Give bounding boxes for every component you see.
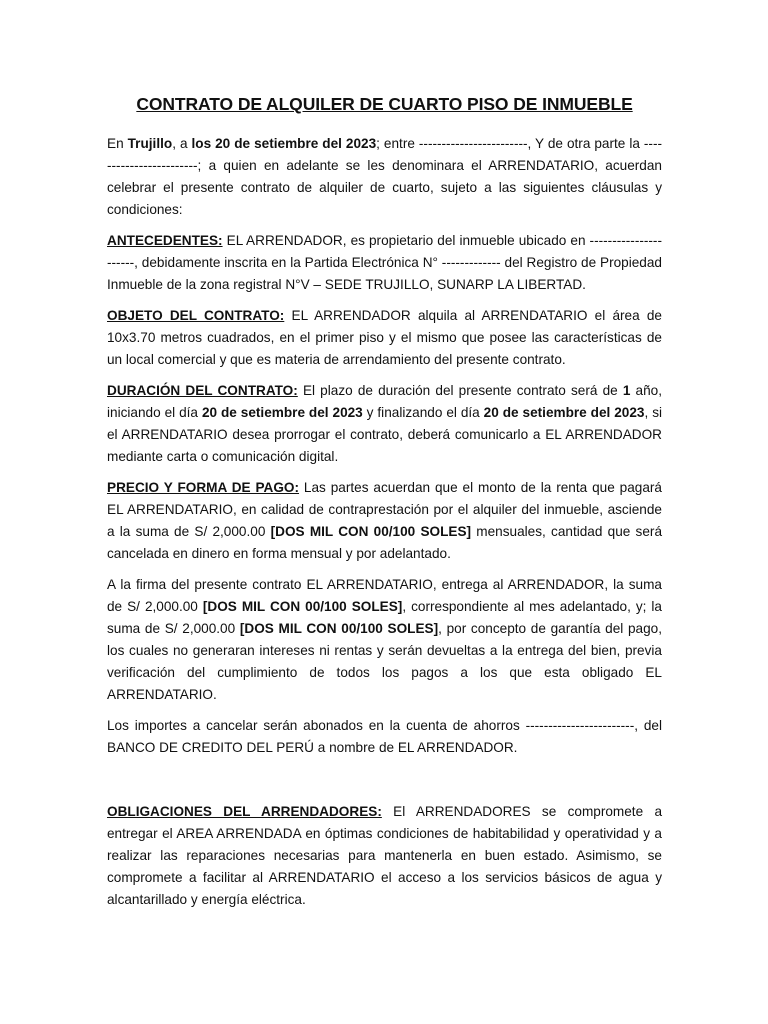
antecedentes-paragraph	[107, 230, 662, 296]
intro-text-3: ; entre ------------------------, Y de otra parte la ------------------------; a quien en adelante se les denominara el ARRENDATARIO, acuerdan celebrar el presente contrato de alquiler de cuarto, sujeto a las siguientes cláusulas y condiciones:	[107, 136, 663, 217]
precio-text-1: Las partes acuerdan que el monto de la renta que pagará EL ARRENDATARIO, en calidad de contraprestación por el alquiler del inmueble, asciende a la suma de S/ 2,000.00	[107, 480, 662, 539]
importes-text: Los importes a cancelar serán abonados en la cuenta de ahorros ------------------------, del BANCO DE CREDITO DEL PERÚ a nombre de EL ARRENDADOR.	[107, 718, 662, 755]
precio-text-2: mensuales, cantidad que será cancelada en dinero en forma mensual y por adelantado.	[107, 524, 662, 561]
objeto-heading: OBJETO DEL CONTRATO:	[107, 308, 285, 323]
firma-amount-words-2: [DOS MIL CON 00/100 SOLES]	[239, 621, 439, 636]
objeto-paragraph	[107, 305, 662, 371]
duracion-end-date: 20 de setiembre del 2023	[483, 405, 645, 420]
importes-paragraph	[107, 715, 662, 759]
intro-date: los 20 de setiembre del 2023	[191, 136, 377, 151]
duracion-text-3: y finalizando el día	[362, 405, 484, 420]
obligaciones-paragraph	[107, 801, 662, 911]
firma-text-3: , por concepto de garantía del pago, los cuales no generaran intereses ni rentas y serán devueltas a la entrega del bien, previa verificación del cumplimiento de todos los pagos a los que esta obligado EL ARRENDATARIO.	[107, 621, 663, 702]
firma-text-1: A la firma del presente contrato EL ARRENDATARIO, entrega al ARRENDADOR, la suma de S/ 2,000.00	[107, 577, 662, 614]
precio-paragraph	[107, 477, 662, 565]
firma-text-2: , correspondiente al mes adelantado, y; la suma de S/ 2,000.00	[107, 599, 662, 636]
duracion-heading: DURACIÓN DEL CONTRATO:	[107, 383, 298, 398]
duracion-years: 1	[622, 383, 631, 398]
document-title: CONTRATO DE ALQUILER DE CUARTO PISO DE INMUEBLE	[136, 94, 633, 114]
antecedentes-heading: ANTECEDENTES:	[107, 233, 223, 248]
antecedentes-text: EL ARRENDADOR, es propietario del inmueble ubicado en ----------------------, debidamente inscrita en la Partida Electrónica N° ------------- del Registro de Propiedad Inmueble de la zona registral N°V – SEDE TRUJILLO, SUNARP LA LIBERTAD.	[107, 233, 662, 292]
precio-heading: PRECIO Y FORMA DE PAGO:	[107, 480, 300, 495]
duracion-text-4: , si el ARRENDATARIO desea prorrogar el contrato, deberá comunicarlo a EL ARRENDADOR mediante carta o comunicación digital.	[107, 405, 663, 464]
firma-amount-words-1: [DOS MIL CON 00/100 SOLES]	[202, 599, 403, 614]
duracion-text-1: El plazo de duración del presente contrato será de	[297, 383, 623, 398]
intro-paragraph	[107, 133, 662, 221]
objeto-text: EL ARRENDADOR alquila al ARRENDATARIO el área de 10x3.70 metros cuadrados, en el primer piso y el mismo que posee las características de un local comercial y que es materia de arrendamiento del presente contrato.	[107, 308, 662, 367]
obligaciones-heading: OBLIGACIONES DEL ARRENDADORES:	[107, 804, 382, 819]
precio-amount-words: [DOS MIL CON 00/100 SOLES]	[270, 524, 472, 539]
intro-text-1: En	[107, 136, 128, 151]
intro-text-2: , a	[172, 136, 192, 151]
duracion-text-2: año, iniciando el día	[107, 383, 663, 420]
duracion-start-date: 20 de setiembre del 2023	[201, 405, 363, 420]
intro-city: Trujillo	[127, 136, 173, 151]
duracion-paragraph	[107, 380, 662, 468]
obligaciones-text: El ARRENDADORES se compromete a entregar el AREA ARRENDADA en óptimas condiciones de habitabilidad y operatividad y a realizar las reparaciones necesarias para mantenerla en buen estado. Asimismo, se compromete a facilitar al ARRENDATARIO el acceso a los servicios básicos de agua y alcantarillado y energía eléctrica.	[107, 804, 663, 907]
firma-paragraph	[107, 574, 662, 706]
